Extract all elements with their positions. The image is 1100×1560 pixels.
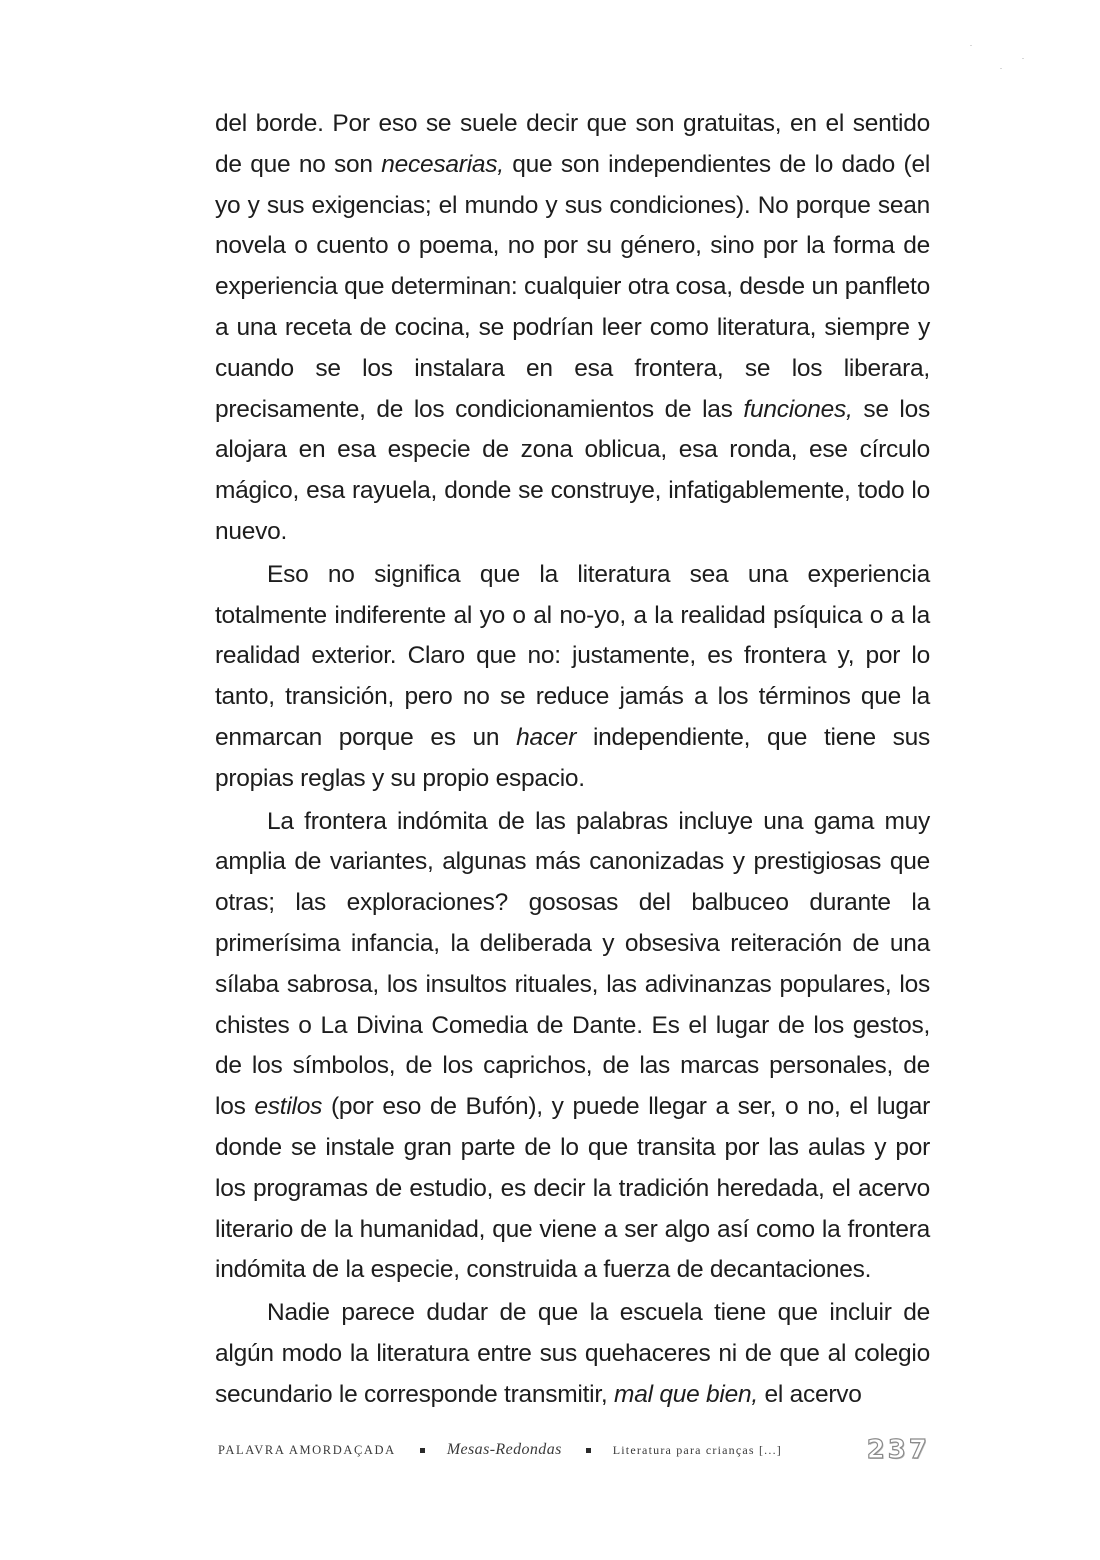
- italic-run: necesarias,: [381, 150, 504, 178]
- italic-run: funciones,: [743, 395, 853, 423]
- paragraph-4: Nadie parece dudar de que la escuela tiene que incluir de algún modo la literatura entre sus quehaceres ni de que al colegio secundario le corresponde transmitir, mal que bien, el acervo: [215, 1299, 930, 1408]
- italic-run: estilos: [254, 1093, 323, 1121]
- footer-subsection: Literatura para crianças [...]: [612, 1442, 782, 1457]
- footer-publication: PALAVRA AMORDAÇADA: [218, 1442, 396, 1457]
- italic-run: mal que bien,: [614, 1380, 758, 1408]
- footer-section: Mesas-Redondas: [446, 1441, 562, 1458]
- paragraph-2: Eso no significa que la literatura sea una experiencia totalmente indiferente al yo o al no-yo, a la realidad psíquica o a la realidad exterior. Claro que no: justamente, es frontera y, por lo tanto, transición, pero no se reduce jamás a los términos que la enmarcan porque es un hacer independiente, que tiene sus propias reglas y su propio espacio.: [215, 560, 930, 792]
- running-footer: [218, 1430, 930, 1470]
- bullet-separator: [420, 1448, 425, 1453]
- italic-run: hacer: [516, 723, 577, 751]
- bullet-separator: [586, 1448, 591, 1453]
- body-text: [215, 104, 930, 1416]
- paragraph-3: La frontera indómita de las palabras incluye una gama muy amplia de variantes, algunas más canonizadas y prestigiosas que otras; las exploraciones? gososas del balbuceo durante la primerísima infancia, la deliberada y obsesiva reiteración de una sílaba sabrosa, los insultos rituales, las adivinanzas populares, los chistes o La Divina Comedia de Dante. Es el lugar de los gestos, de los símbolos, de los caprichos, de las marcas personales, de los estilos (por eso de Bufón), y puede llegar a ser, o no, el lugar donde se instale gran parte de lo que transita por las aulas y por los programas de estudio, es decir la tradición heredada, el acervo literario de la humanidad, que viene a ser algo así como la frontera indómita de la especie, construida a fuerza de decantaciones.: [215, 807, 930, 1284]
- paragraph-1: del borde. Por eso se suele decir que son gratuitas, en el sentido de que no son necesarias, que son independientes de lo dado (el yo y sus exigencias; el mundo y sus condiciones). No porque sean novela o cuento o poema, no por su género, sino por la forma de experiencia que determinan: cualquier otra cosa, desde un panfleto a una receta de cocina, se podrían leer como literatura, siempre y cuando se los instalara en esa frontera, se los liberara, precisamente, de los condicionamientos de las funciones, se los alojara en esa especie de zona oblicua, esa ronda, ese círculo mágico, esa rayuela, donde se construye, infatigablemente, todo lo nuevo.: [215, 110, 931, 545]
- page-number: 237: [866, 1435, 930, 1465]
- scan-specks: [960, 40, 1060, 120]
